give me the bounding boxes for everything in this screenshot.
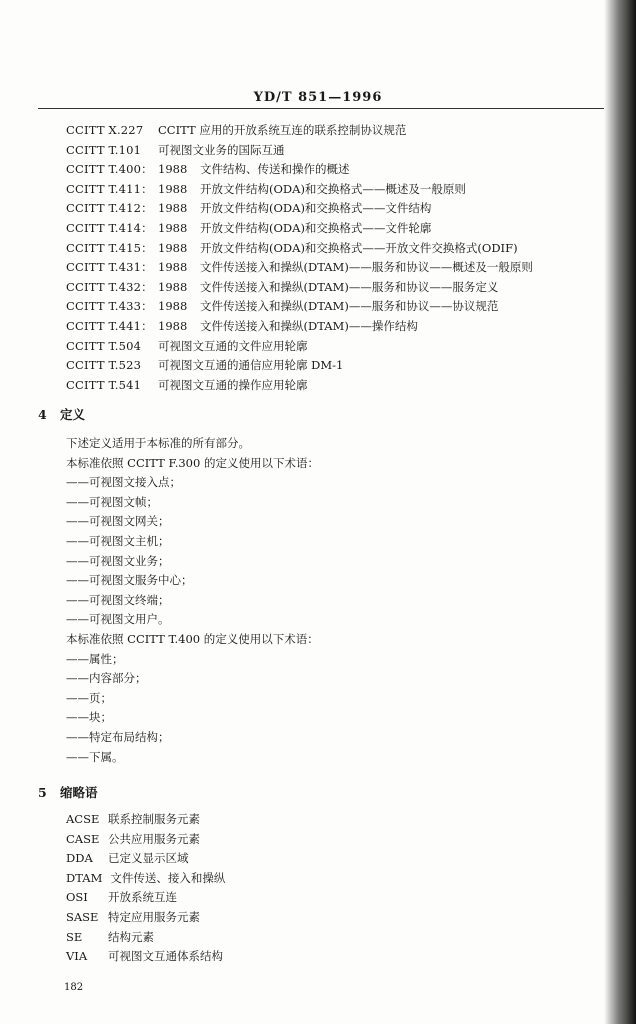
reference-item	[66, 239, 596, 259]
abbreviation-item	[66, 888, 596, 908]
reference-title: 文件传送接入和操纵(DTAM)——服务和协议——服务定义	[200, 279, 499, 294]
reference-code: CCITT T.101	[66, 142, 142, 157]
definition-line: ——可视图文接入点；	[66, 475, 181, 490]
abbreviation-key: CASE	[66, 831, 100, 846]
section-4-title: 定义	[60, 407, 86, 422]
reference-item	[66, 356, 596, 376]
reference-title: 开放文件结构(ODA)和交换格式——开放文件交换格式(ODIF)	[200, 240, 518, 255]
abbreviation-value: 公共应用服务元素	[108, 831, 200, 846]
definition-line: ——内容部分；	[66, 671, 147, 686]
reference-code: CCITT X.227	[66, 123, 144, 137]
abbreviation-value: 已定义显示区域	[108, 851, 189, 866]
reference-item	[66, 180, 596, 200]
reference-year: 1988	[158, 240, 188, 255]
section-4-heading	[38, 405, 85, 423]
definition-line: 本标准依照 CCITT F.300 的定义使用以下术语：	[66, 455, 319, 470]
abbreviation-value: 可视图文互通体系结构	[108, 949, 223, 964]
reference-code: CCITT T.433：	[66, 299, 153, 314]
reference-year: 1988	[158, 299, 188, 314]
page-header: YD/T 851—1996	[253, 90, 383, 105]
abbreviation-item	[66, 830, 596, 850]
reference-year: 1988	[158, 162, 188, 177]
abbreviation-key: SE	[66, 929, 83, 944]
abbreviation-item	[66, 849, 596, 869]
reference-code: CCITT T.441：	[66, 318, 153, 333]
section-5-title: 缩略语	[60, 785, 98, 800]
reference-item	[66, 258, 596, 278]
section-5-heading	[38, 783, 98, 801]
reference-title: 可视图文互通的操作应用轮廓	[158, 377, 308, 392]
reference-code: CCITT T.412：	[66, 201, 153, 216]
definition-line: ——块；	[66, 710, 112, 725]
abbreviation-item	[66, 869, 596, 889]
header-rule	[38, 108, 604, 109]
reference-title: 文件传送接入和操纵(DTAM)——操作结构	[200, 318, 418, 333]
reference-title: CCITT 应用的开放系统互连的联系控制协议规范	[158, 123, 407, 137]
reference-item	[66, 160, 596, 180]
abbreviation-value: 结构元素	[108, 929, 154, 944]
abbreviation-value: 开放系统互连	[108, 890, 177, 905]
abbreviation-item	[66, 810, 596, 830]
reference-year: 1988	[158, 260, 188, 275]
abbreviation-value: 联系控制服务元素	[108, 812, 200, 826]
abbreviation-item	[66, 947, 596, 967]
reference-list	[66, 121, 596, 395]
reference-code: CCITT T.523	[66, 358, 142, 373]
reference-item	[66, 199, 596, 219]
reference-item	[66, 376, 596, 396]
definition-line: 下述定义适用于本标准的所有部分。	[66, 436, 250, 450]
abbreviation-value: 特定应用服务元素	[108, 909, 200, 924]
page-number: 182	[64, 982, 84, 993]
definition-line: ——可视图文用户。	[66, 612, 170, 627]
definition-line: ——可视图文业务；	[66, 553, 170, 568]
reference-code: CCITT T.400：	[66, 162, 153, 177]
reference-item	[66, 141, 596, 161]
reference-code: CCITT T.432：	[66, 279, 153, 294]
reference-title: 文件结构、传送和操作的概述	[200, 162, 350, 177]
reference-year: 1988	[158, 318, 188, 333]
definition-line: ——可视图文网关；	[66, 514, 170, 529]
scan-edge-shadow	[604, 0, 636, 1024]
reference-title: 可视图文互通的通信应用轮廓 DM-1	[158, 358, 344, 373]
definition-line: ——可视图文终端；	[66, 592, 170, 607]
reference-code: CCITT T.415：	[66, 240, 153, 255]
reference-item	[66, 297, 596, 317]
reference-item	[66, 121, 596, 141]
reference-year: 1988	[158, 220, 188, 235]
definition-line: 本标准依照 CCITT T.400 的定义使用以下术语：	[66, 631, 319, 646]
reference-title: 开放文件结构(ODA)和交换格式——文件轮廓	[200, 220, 432, 235]
reference-code: CCITT T.504	[66, 338, 142, 353]
reference-title: 开放文件结构(ODA)和交换格式——文件结构	[200, 201, 432, 216]
reference-item	[66, 317, 596, 337]
abbreviation-key: SASE	[66, 909, 99, 924]
abbreviation-key: VIA	[66, 949, 88, 964]
abbreviation-key: OSI	[66, 890, 88, 905]
abbreviation-item	[66, 908, 596, 928]
abbreviation-key: DDA	[66, 851, 93, 866]
definition-line: ——页；	[66, 690, 112, 705]
reference-title: 可视图文业务的国际互通	[158, 142, 285, 157]
section-5-number: 5	[38, 785, 47, 800]
reference-title: 开放文件结构(ODA)和交换格式——概述及一般原则	[200, 181, 466, 196]
definition-line: ——可视图文帧；	[66, 494, 158, 509]
definition-line: ——属性；	[66, 651, 124, 666]
reference-item	[66, 337, 596, 357]
definition-line: ——特定布局结构；	[66, 729, 170, 744]
reference-code: CCITT T.541	[66, 377, 142, 392]
abbreviation-value: 文件传送、接入和操纵	[110, 870, 226, 885]
abbreviation-key: ACSE	[66, 812, 100, 826]
reference-title: 文件传送接入和操纵(DTAM)——服务和协议——概述及一般原则	[200, 260, 533, 275]
reference-year: 1988	[158, 279, 188, 294]
reference-year: 1988	[158, 181, 188, 196]
reference-title: 可视图文互通的文件应用轮廓	[158, 338, 308, 353]
definition-line: ——可视图文主机；	[66, 533, 170, 548]
reference-year: 1988	[158, 201, 188, 216]
abbreviation-list	[66, 810, 596, 967]
definition-line: ——可视图文服务中心；	[66, 573, 193, 588]
reference-title: 文件传送接入和操纵(DTAM)——服务和协议——协议规范	[200, 299, 499, 314]
reference-item	[66, 278, 596, 298]
reference-code: CCITT T.431：	[66, 260, 153, 275]
reference-item	[66, 219, 596, 239]
reference-code: CCITT T.411：	[66, 181, 153, 196]
section-4-body	[66, 434, 596, 767]
abbreviation-item	[66, 928, 596, 948]
section-4-number: 4	[38, 407, 47, 422]
definition-line: ——下属。	[66, 749, 124, 764]
reference-code: CCITT T.414：	[66, 220, 153, 235]
abbreviation-key: DTAM	[66, 870, 103, 885]
